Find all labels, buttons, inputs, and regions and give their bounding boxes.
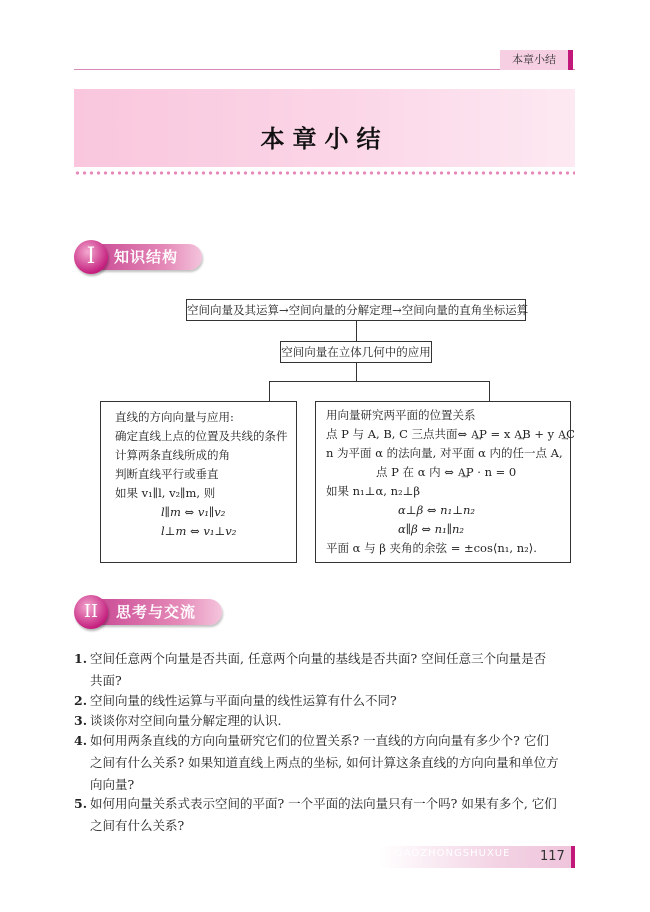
- section-number-icon: I: [74, 240, 108, 274]
- diagram-top-text: 空间向量及其运算→空间向量的分解定理→空间向量的直角坐标运算: [187, 303, 529, 317]
- question-text: 如何用向量关系式表示空间的平面? 一个平面的法向量只有一个吗? 如果有多个, 它们: [90, 796, 557, 811]
- question-item: [74, 793, 574, 837]
- question-text: 之间有什么关系? 如果知道直线上两点的坐标, 如何计算这条直线的方向向量和单位方: [90, 755, 559, 770]
- diagram-connector: [356, 321, 357, 341]
- question-item: [74, 648, 574, 692]
- left-box-line: 判断直线平行或垂直: [115, 467, 219, 481]
- right-box-line: 用向量研究两平面的位置关系: [326, 408, 476, 422]
- left-box-line: 如果 v₁∥l, v₂∥m, 则: [115, 486, 216, 500]
- right-box-line: α∥β ⇔ n₁∥n₂: [398, 522, 465, 536]
- page-number: 117: [540, 849, 565, 864]
- question-number: 5.: [74, 796, 88, 811]
- question-text: 谈谈你对空间向量分解定理的认识.: [90, 713, 282, 728]
- dotted-divider: [74, 170, 575, 176]
- question-text: 空间任意两个向量是否共面, 任意两个向量的基线是否共面? 空间任意三个向量是否: [90, 651, 547, 666]
- footer-series: GAOZHONGSHUXUE: [395, 848, 511, 859]
- left-box-line: 直线的方向向量与应用:: [115, 410, 234, 424]
- left-box-line: 计算两条直线所成的角: [115, 448, 230, 462]
- diagram-connector: [269, 381, 270, 401]
- question-text: 空间向量的线性运算与平面向量的线性运算有什么不同?: [90, 693, 397, 708]
- section-title-discussion: 思考与交流: [116, 603, 197, 621]
- diagram-top-box: [186, 299, 529, 321]
- right-box-line: n 为平面 α 的法向量, 对平面 α 内的任一点 A,: [326, 446, 563, 460]
- diagram-connector: [489, 381, 490, 401]
- right-box-line: 如果 n₁⊥α, n₂⊥β: [326, 484, 421, 498]
- question-item: [74, 690, 574, 712]
- left-box-line: l∥m ⇔ v₁∥v₂: [161, 505, 226, 519]
- diagram-left-box: [100, 401, 297, 563]
- question-text: 共面?: [90, 673, 122, 688]
- right-box-line: α⊥β ⇔ n₁⊥n₂: [398, 503, 476, 517]
- diagram-connector: [269, 381, 489, 382]
- section-title-knowledge: 知识结构: [114, 248, 179, 266]
- question-number: 4.: [74, 733, 88, 748]
- question-text: 如何用两条直线的方向向量研究它们的位置关系? 一直线的方向向量有多少个? 它们: [90, 733, 549, 748]
- left-box-line: 确定直线上点的位置及共线的条件: [115, 429, 288, 443]
- question-text: 之间有什么关系?: [90, 818, 185, 833]
- left-box-line: l⊥m ⇔ v₁⊥v₂: [161, 524, 237, 538]
- diagram-middle-box: [280, 341, 432, 363]
- diagram-right-box: [315, 401, 575, 563]
- right-box-line: 平面 α 与 β 夹角的余弦 = ±cos⟨n₁, n₂⟩.: [326, 541, 537, 555]
- diagram-connector: [356, 363, 357, 381]
- page-title: 本章小结: [260, 125, 389, 153]
- question-number: 1.: [74, 651, 88, 666]
- right-box-line: 点 P 在 α 内 ⇔ A͢P · n = 0: [376, 465, 517, 479]
- section-number-icon: II: [74, 595, 108, 629]
- question-number: 2.: [74, 693, 88, 708]
- diagram-middle-text: 空间向量在立体几何中的应用: [281, 345, 431, 359]
- running-header: 本章小结: [500, 50, 573, 70]
- footer-accent: [571, 846, 575, 868]
- question-item: [74, 710, 574, 732]
- question-number: 3.: [74, 713, 88, 728]
- question-item: [74, 730, 574, 796]
- right-box-line: 点 P 与 A, B, C 三点共面⇔ A͢P = x A͢B + y A͢C: [326, 427, 575, 441]
- question-text: 向向量?: [90, 777, 135, 792]
